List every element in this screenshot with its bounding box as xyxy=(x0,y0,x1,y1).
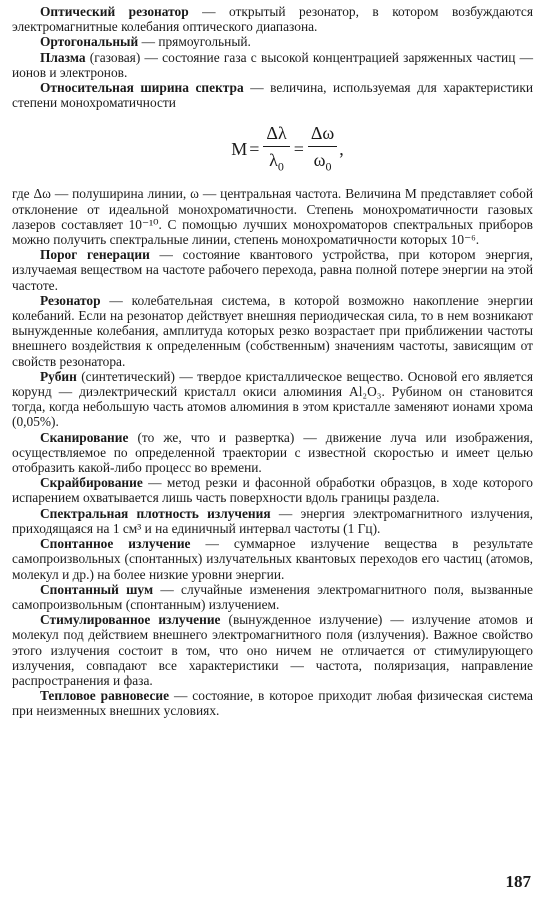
entry-text: — величина, используемая для характеристики степени монохроматичности xyxy=(12,80,534,111)
entry-term: Порог генерации xyxy=(40,247,150,263)
entry-thermal-equilibrium xyxy=(12,688,533,718)
entry-term: Ортогональный xyxy=(40,34,139,50)
entry-term: Тепловое равновесие xyxy=(40,688,170,704)
entry-term: Рубин xyxy=(40,368,77,384)
entry-plasma xyxy=(12,50,533,80)
entry-stimulated-emission xyxy=(12,612,533,688)
entry-spectral-density xyxy=(12,506,533,536)
entry-term: Оптический резонатор xyxy=(40,4,189,19)
denominator-subscript: 0 xyxy=(325,159,332,174)
formula-trailing-comma: , xyxy=(339,138,344,159)
denominator-symbol: ω xyxy=(313,149,326,170)
fraction-denominator xyxy=(269,147,284,178)
entry-text: — энергия электромагнитного излучения, приходящаяся на 1 см³ и на единичный интервал частоты (1 Гц). xyxy=(12,505,533,536)
entry-term: Сканирование xyxy=(40,429,129,445)
entry-text: где Δω — полуширина линии, ω — центральная частота. Величина M представляет собой отклонение от идеальной монохроматичности. Степень монохроматичности газовых лазеров составляет 10⁻¹⁰. С помощью лучших монохроматоров спектральных приборов можно получить спектральные линии, степень монохроматичности которых 10⁻⁶. xyxy=(12,186,533,248)
entry-text: — колебательная система, в которой возможно накопление энергии колебаний. Если на резонатор действует внешняя периодическая сила, то в нем возникают вынужденные колебания, амплитуда которых резко возрастает при приближении частоты внешнего воздействия к определенным (собственным) значениям частоты, зависящим от свойств резонатора. xyxy=(12,292,533,369)
entry-text: — прямоугольный. xyxy=(138,34,251,50)
entry-term: Скрайбирование xyxy=(40,475,143,491)
entry-optical-resonator xyxy=(12,4,533,34)
entry-scanning xyxy=(12,430,533,476)
entry-text: — метод резки и фасонной обработки образцов, в ходе которого испарением охватывается лишь часть поверхности вдоль границы раздела. xyxy=(12,475,533,506)
entry-term: Относительная ширина спектра xyxy=(40,80,244,96)
fraction-numerator: Δω xyxy=(308,122,337,147)
entry-text: — суммарное излучение вещества в результате самопроизвольных (спонтанных) излучательных квантовых переходов его частиц (атомов, молекул и др.) на более низкие уровни энергии. xyxy=(12,536,533,582)
entry-text: (синтетический) — твердое кристаллическое вещество. Основой его является корунд — диэлектрический кристалл окиси алюминия Al₂O₃. Рубином он становится тогда, когда небольшую часть атомов алюминия в этом кристалле заменяют ионами хрома (0,05%). xyxy=(12,368,533,430)
entry-spontaneous-emission xyxy=(12,536,533,582)
page-number: 187 xyxy=(505,872,531,891)
entry-term: Спектральная плотность излучения xyxy=(40,505,271,521)
formula-fraction-omega xyxy=(308,122,337,178)
entry-term: Спонтанный шум xyxy=(40,581,154,597)
entry-resonator xyxy=(12,293,533,369)
formula-fraction-lambda xyxy=(263,122,289,178)
entry-generation-threshold xyxy=(12,247,533,293)
denominator-symbol: λ xyxy=(269,149,278,170)
formula-lhs: M xyxy=(231,138,248,159)
entry-orthogonal xyxy=(12,34,533,49)
entry-term: Стимулированное излучение xyxy=(40,612,221,628)
entry-spontaneous-noise xyxy=(12,582,533,612)
entry-text: (то же, что и развертка) — движение луча или изображения, осуществляемое по определенной траектории с известной скоростью и имеет целью отобразить какой-либо процесс во времени. xyxy=(12,429,533,476)
entry-relative-spectrum-width xyxy=(12,80,533,110)
monochromaticity-formula xyxy=(12,116,533,182)
formula-explanation xyxy=(12,186,533,247)
entry-term: Резонатор xyxy=(40,292,101,308)
fraction-denominator xyxy=(314,147,332,178)
entry-ruby xyxy=(12,369,533,430)
entry-text: — случайные изменения электромагнитного поля, вызванные самопроизвольным (спонтанным) излучением. xyxy=(12,581,533,612)
entry-text: — открытый резонатор, в котором возбуждаются электромагнитные колебания оптического диапазона. xyxy=(12,4,534,35)
entry-text: — состояние квантового устройства, при котором энергия, излучаемая веществом на частоте рабочего перехода, равна полной потере энергии на этой частоте. xyxy=(12,247,533,293)
entry-text: — состояние, в которое приходит любая физическая система при неизменных внешних условиях. xyxy=(12,688,533,719)
fraction-numerator: Δλ xyxy=(263,122,289,147)
entry-term: Спонтанное излучение xyxy=(40,536,191,552)
entry-term: Плазма xyxy=(40,49,86,65)
entry-text: (вынужденное излучение) — излучение атомов и молекул под действием внешнего электромагнитного поля (излучения). Важное свойство этого излучения состоит в том, что оно ничем не отличается от стимулирующего излучения, совпадают все характеристики — частота, поляризация, направление распространения и фаза. xyxy=(12,612,533,688)
formula-equals-2: = xyxy=(293,138,304,159)
denominator-subscript: 0 xyxy=(277,159,284,174)
entry-text: (газовая) — состояние газа с высокой концентрацией заряженных частиц — ионов и электронов. xyxy=(12,49,533,80)
formula-equals-1: = xyxy=(249,138,260,159)
entry-scribing xyxy=(12,475,533,505)
